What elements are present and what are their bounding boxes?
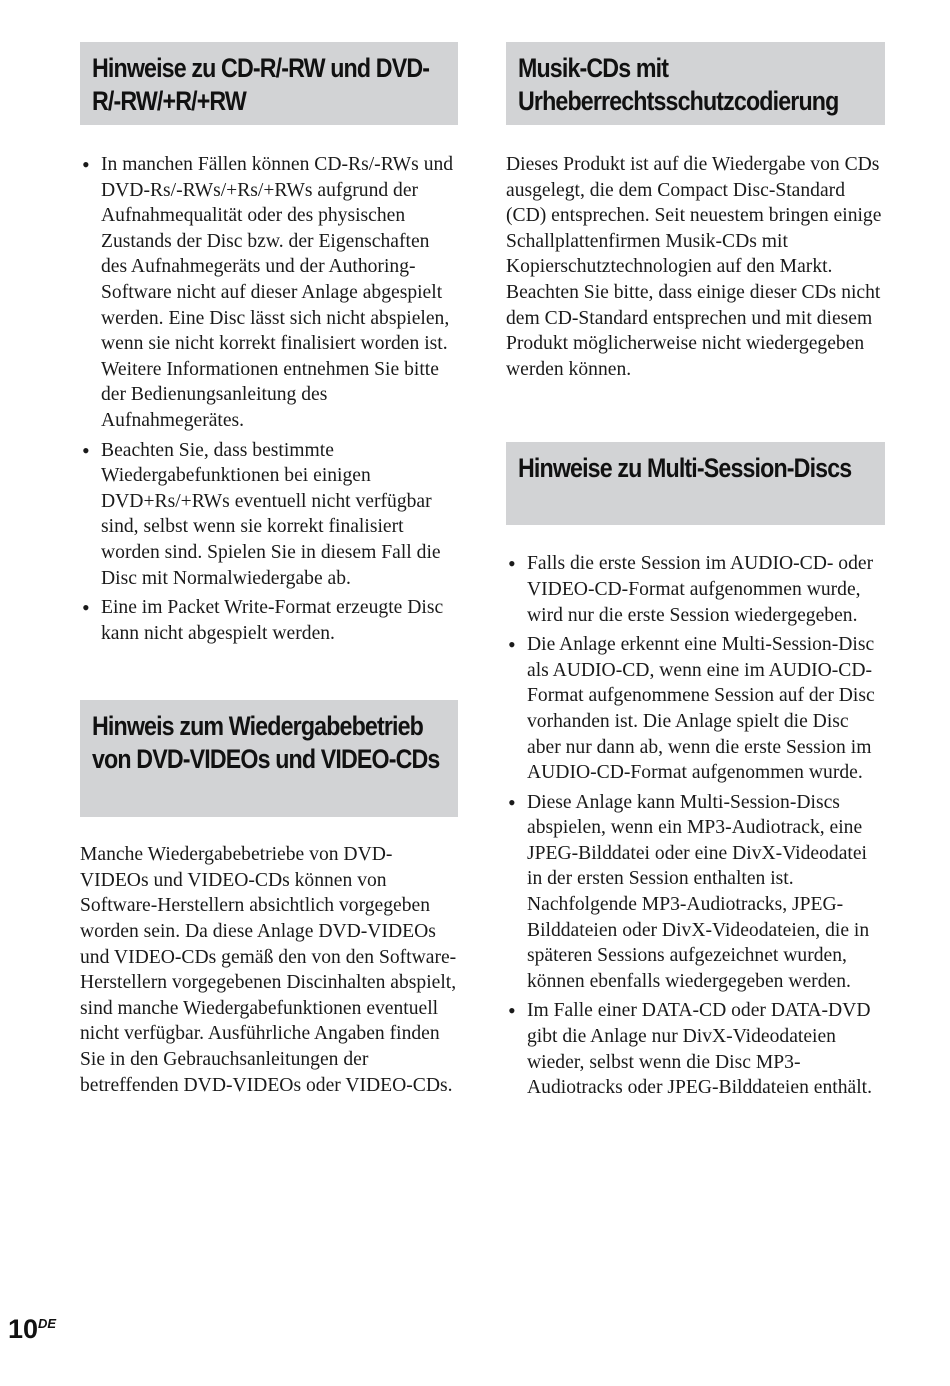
page-number [8, 1314, 56, 1345]
list-item: • Beachten Sie, dass bestimmte Wiedergabefunktionen bei einigen DVD+Rs/+RWs eventuell nicht verfügbar sind, selbst wenn sie korrekt finalisiert worden sind. Spielen Sie in diesem Fall die Disc mit Normalwiedergabe ab. [82, 437, 441, 589]
bullet-icon: • [508, 789, 516, 815]
bullet-icon: • [508, 632, 516, 658]
left-column [80, 42, 458, 1098]
page-number-value: 10 [8, 1314, 39, 1344]
list-item: • Im Falle einer DATA-CD oder DATA-DVD gibt die Anlage nur DivX-Videodateien wieder, selbst wenn die Disc MP3-Audiotracks oder JPEG-Bilddateien enthält. [508, 998, 872, 1099]
list-item: • In manchen Fällen können CD-Rs/-RWs und DVD-Rs/-RWs/+Rs/+RWs aufgrund der Aufnahmequalität oder des physischen Zustands der Disc bzw. der Eigenschaften des Aufnahmegeräts und der Authoring-Software nicht auf dieser Anlage abgespielt werden. Eine Disc lässt sich nicht abspielen, wenn sie nicht korrekt finalisiert worden ist. Weitere Informationen entnehmen Sie bitte der Bedienungsanleitung des Aufnahmegerätes. [82, 152, 454, 431]
section-cdr-dvdr-notes [80, 42, 458, 125]
section-copy-protected-cds [506, 42, 885, 125]
section-heading-cdr-dvdr: Hinweise zu CD-R/-RW und DVD-R/-RW/+R/+RW [92, 53, 430, 116]
section-playback-operation-note [80, 700, 458, 817]
multi-session-bullet-list [506, 551, 885, 1100]
bullet-icon: • [508, 998, 516, 1024]
list-item: • Falls die erste Session im AUDIO-CD- oder VIDEO-CD-Format aufgenommen wurde, wird nur die erste Session wiedergegeben. [508, 551, 874, 626]
right-column [506, 42, 885, 1105]
language-code: DE [38, 1316, 57, 1331]
list-item: • Eine im Packet Write-Format erzeugte Disc kann nicht abgespielt werden. [82, 595, 444, 644]
list-item: • Diese Anlage kann Multi-Session-Discs abspielen, wenn ein MP3-Audiotrack, eine JPEG-Bilddatei oder eine DivX-Videodatei in der ersten Session enthalten ist. Nachfolgende MP3-Audiotracks, JPEG-Bilddateien oder DivX-Videodateien, die in späteren Sessions aufgezeichnet wurden, können ebenfalls wiedergegeben werden. [508, 789, 870, 992]
list-item: • Die Anlage erkennt eine Multi-Session-Disc als AUDIO-CD, wenn eine im AUDIO-CD-Format aufgenommene Session auf der Disc vorhanden ist. Die Anlage spielt die Disc aber nur dann ab, wenn die erste Session im AUDIO-CD-Format aufgenommen wurde. [508, 632, 875, 784]
section-heading-copy-protected: Musik-CDs mit Urheberrechtsschutzcodierung [518, 53, 839, 116]
bullet-icon: • [508, 551, 516, 577]
bullet-icon: • [82, 152, 90, 177]
section-multi-session-discs [506, 442, 885, 525]
playback-operation-paragraph: Manche Wiedergabebetriebe von DVD-VIDEOs und VIDEO-CDs können von Software-Herstellern absichtlich vorgegeben worden sein. Da diese Anlage DVD-VIDEOs und VIDEO-CDs gemäß den von den Software-Herstellern vorgegebenen Discinhalten abspielt, sind manche Wiedergabefunktionen eventuell nicht verfügbar. Ausführliche Angaben finden Sie in den Gebrauchsanleitungen der betreffenden DVD-VIDEOs oder VIDEO-CDs. [80, 844, 457, 1096]
bullet-icon: • [82, 437, 90, 463]
section-heading-playback-operation: Hinweis zum Wiedergabebetrieb von DVD-VIDEOs und VIDEO-CDs [92, 711, 440, 775]
cdr-dvdr-bullet-list [80, 152, 458, 646]
copy-protected-paragraph: Dieses Produkt ist auf die Wiedergabe von CDs ausgelegt, die dem Compact Disc-Standard (CD) entsprechen. Seit neuestem bringen einige Schallplattenfirmen Musik-CDs mit Kopierschutztechnologien auf den Markt. Beachten Sie bitte, dass einige dieser CDs nicht dem CD-Standard entsprechen und mit diesem Produkt möglicherweise nicht wiedergegeben werden können. [506, 154, 882, 380]
bullet-icon: • [82, 595, 90, 621]
section-heading-multi-session: Hinweise zu Multi-Session-Discs [518, 453, 852, 484]
